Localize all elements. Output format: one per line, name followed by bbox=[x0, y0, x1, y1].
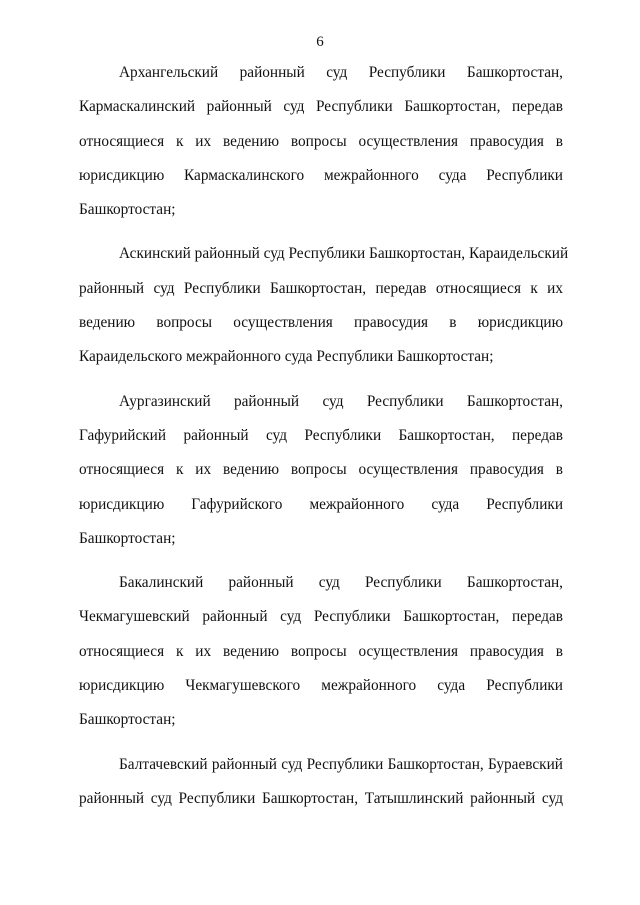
text-line: Башкортостан; bbox=[79, 711, 176, 729]
text-line: юрисдикцию Чекмагушевского межрайонного суда Республики bbox=[79, 677, 563, 695]
text-line: районный суд Республики Башкортостан, передав относящиеся к их bbox=[79, 279, 563, 297]
text-line: Караидельского межрайонного суда Республики Башкортостан; bbox=[79, 348, 494, 366]
text-line: Гафурийский районный суд Республики Башкортостан, передав bbox=[79, 426, 563, 444]
paragraph-aurgazinsky bbox=[79, 385, 563, 556]
text-line: Бакалинский районный суд Республики Башкортостан, bbox=[119, 574, 563, 592]
text-line: Башкортостан; bbox=[79, 529, 176, 547]
text-line: относящиеся к их ведению вопросы осуществления правосудия в bbox=[79, 642, 563, 660]
text-line: относящиеся к их ведению вопросы осуществления правосудия в bbox=[79, 461, 563, 479]
text-line: относящиеся к их ведению вопросы осуществления правосудия в bbox=[79, 132, 563, 150]
paragraph-gap bbox=[79, 738, 563, 748]
text-line: Кармаскалинский районный суд Республики Башкортостан, передав bbox=[79, 98, 563, 116]
text-line: Архангельский районный суд Республики Башкортостан, bbox=[119, 64, 563, 81]
text-line: ведению вопросы осуществления правосудия в юрисдикцию bbox=[79, 314, 563, 332]
page-number: 6 bbox=[316, 34, 324, 50]
text-line: Чекмагушевский районный суд Республики Башкортостан, передав bbox=[79, 608, 563, 626]
text-line: Башкортостан; bbox=[79, 201, 176, 219]
paragraph-gap bbox=[79, 375, 563, 385]
paragraph-gap bbox=[79, 227, 563, 237]
document-body bbox=[79, 56, 569, 816]
paragraph-askinsky bbox=[79, 237, 569, 374]
text-line: юрисдикцию Гафурийского межрайонного суда Республики bbox=[79, 495, 563, 513]
text-line: юрисдикцию Кармаскалинского межрайонного суда Республики bbox=[79, 166, 563, 184]
paragraph-arkhangelsky bbox=[79, 56, 563, 227]
text-line: Аургазинский районный суд Республики Башкортостан, bbox=[119, 392, 563, 410]
text-line: Аскинский районный суд Республики Башкортостан, Караидельский bbox=[119, 245, 569, 263]
text-line: районный суд Республики Башкортостан, Татышлинский районный суд bbox=[79, 789, 563, 807]
paragraph-bakalinsky bbox=[79, 566, 563, 737]
text-line: Балтачевский районный суд Республики Башкортостан, Бураевский bbox=[119, 755, 563, 773]
paragraph-baltachevsky bbox=[79, 748, 563, 817]
paragraph-gap bbox=[79, 556, 563, 566]
